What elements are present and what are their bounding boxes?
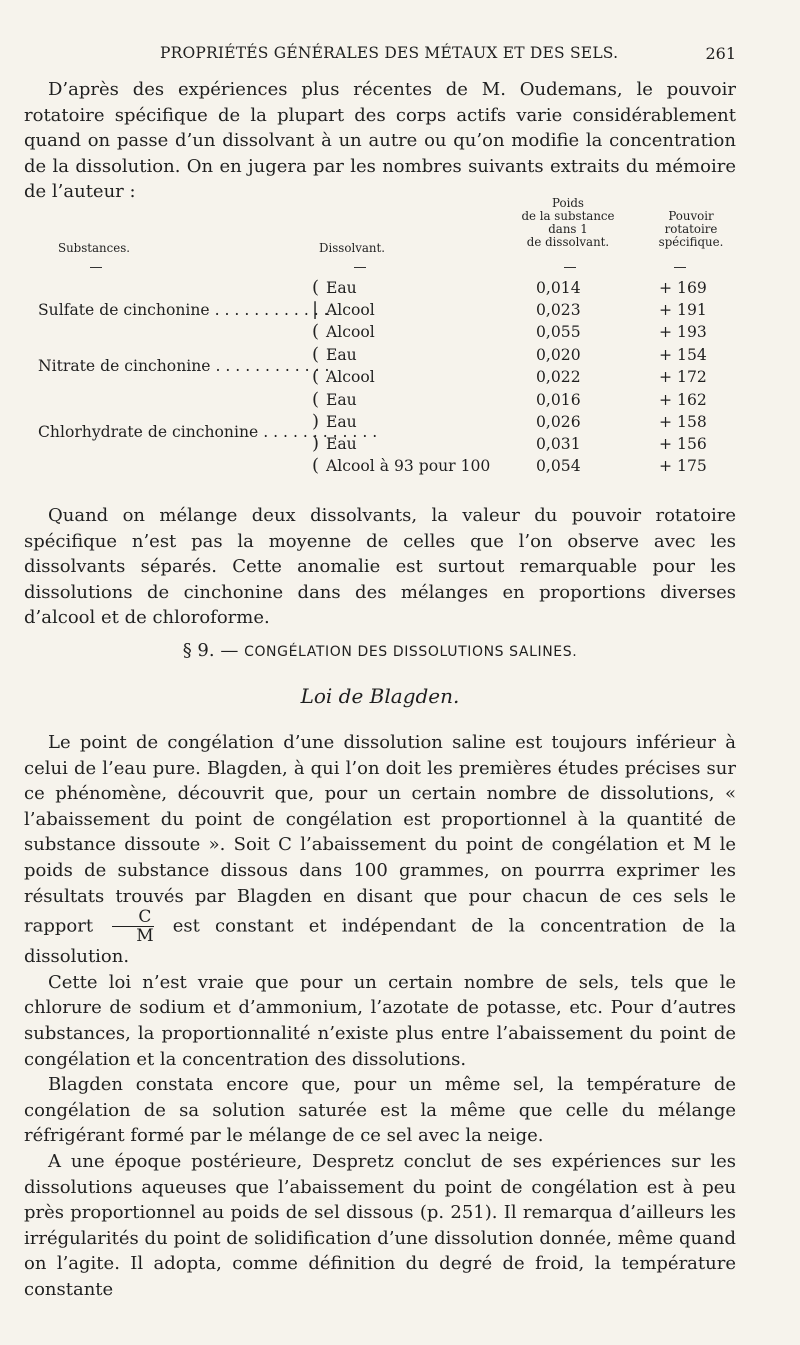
poids-cell: 0,020 (536, 346, 581, 364)
pouvoir-cell: + 156 (659, 435, 707, 453)
paragraph-text: est constant et indépendant de la concentration de la dissolution. (24, 915, 736, 968)
pouvoir-cell: + 175 (659, 457, 707, 475)
dissolvant-cell: Alcool à 93 pour 100 (326, 457, 491, 475)
running-title: PROPRIÉTÉS GÉNÉRALES DES MÉTAUX ET DES SELS. (160, 44, 619, 62)
paragraph-text: Le point de congélation d’une dissolution saline est toujours inférieur à celui de l’eau pure. Blagden, à qui l’on doit les premières études précises sur ce phénomène, découvrit que, pour un certain nombre de dissolutions, « l’abaissement du point de congélation est proportionnel à la quantité de substance dissoute ». Soit C l’abaissement du point de congélation et M le poids de substance dissous dans 100 grammes, on pourrra exprimer les résultats trouvés par Blagden en disant que pour chacun de ces sels le rapport (24, 732, 736, 937)
dissolvant-cell: Alcool (326, 368, 375, 386)
column-header-poids-line-4: de dissolvant. (526, 235, 610, 249)
rotatory-power-table (24, 197, 744, 477)
pouvoir-cell: + 158 (659, 413, 707, 431)
brace-left: | (312, 299, 319, 320)
brace-left: ( (312, 321, 320, 342)
page-number: 261 (705, 44, 736, 63)
pouvoir-cell: + 191 (659, 301, 707, 319)
poids-cell: 0,016 (536, 391, 581, 409)
dissolvant-cell: Eau (326, 279, 357, 297)
column-dash-poids (564, 267, 576, 268)
dissolvant-cell: Eau (326, 435, 357, 453)
section-title: CONGÉLATION DES DISSOLUTIONS SALINES. (244, 644, 578, 660)
column-header-poids-line-2: de la substance (521, 209, 615, 223)
substance-sulfate (38, 299, 329, 321)
body-text (24, 730, 736, 1302)
poids-cell: 0,026 (536, 413, 581, 431)
poids-cell: 0,031 (536, 435, 581, 453)
dissolvant-cell: Eau (326, 413, 357, 431)
dissolvant-cell: Eau (326, 346, 357, 364)
dissolvant-cell: Eau (326, 391, 357, 409)
column-header-pouvoir-line-2: rotatoire (664, 222, 718, 236)
paragraph-law-limits: Cette loi n’est vraie que pour un certain nombre de sels, tels que le chlorure de sodium et d’ammonium, l’azotate de potasse, etc. Pour d’autres substances, la proportionnalité n’existe plus entre l’abaissement du point de congélation et la concentration des dissolutions. (24, 971, 736, 1070)
section-heading (24, 638, 736, 665)
substance-chlorhydrate-label: Chlorhydrate de cinchonine (38, 423, 259, 441)
dissolvant-cell: Alcool (326, 323, 375, 341)
brace-left: ( (312, 277, 320, 298)
pouvoir-cell: + 169 (659, 279, 707, 297)
substance-nitrate (38, 355, 329, 377)
paragraph-despretz: A une époque postérieure, Despretz conclut de ses expériences sur les dissolutions aqueuses que l’abaissement du point de congélation est à peu près proportionnel au poids de sel dissous (p. 251). Il remarqua d’ailleurs les irrégularités du point de solidification d’une dissolution donnée, même quand on l’agite. Il adopta, comme définition du degré de froid, la température constante (24, 1150, 736, 1300)
substance-sulfate-label: Sulfate de cinchonine (38, 301, 210, 319)
column-header-poids-line-1: Poids (552, 196, 584, 210)
brace-left: ) (312, 433, 320, 454)
column-header-pouvoir-line-3: spécifique. (658, 235, 724, 249)
column-header-poids (503, 197, 633, 249)
pouvoir-cell: + 154 (659, 346, 707, 364)
fraction-c-over-m (112, 907, 154, 947)
fraction-denominator: M (112, 926, 153, 944)
column-header-poids-line-3: dans 1 (548, 222, 588, 236)
brace-left: ( (312, 344, 320, 365)
subheading: Loi de Blagden. (300, 684, 460, 708)
brace-left: ( (312, 366, 320, 387)
section-symbol-number: § 9. — (182, 640, 239, 661)
intro-text (24, 77, 736, 205)
column-header-pouvoir-line-1: Pouvoir (668, 209, 714, 223)
column-dash-dissolvant (354, 267, 366, 268)
column-dash-pouvoir (674, 267, 686, 268)
brace-left: ( (312, 455, 320, 476)
pouvoir-cell: + 193 (659, 323, 707, 341)
after-table-text (24, 503, 736, 631)
column-header-dissolvant: Dissolvant. (319, 241, 386, 255)
poids-cell: 0,055 (536, 323, 581, 341)
paragraph-saturated-solution: Blagden constata encore que, pour un même sel, la température de congélation de sa solution saturée est la même que celle du mélange réfrigérant formé par le mélange de ce sel avec la neige. (24, 1074, 736, 1147)
pouvoir-cell: + 172 (659, 368, 707, 386)
pouvoir-cell: + 162 (659, 391, 707, 409)
after-table-paragraph: Quand on mélange deux dissolvants, la valeur du pouvoir rotatoire spécifique n’est pas la moyenne de celles que l’on observe avec les dissolvants séparés. Cette anomalie est surtout remarquable pour les dissolutions de cinchonine dans des mélanges en proportions diverses d’alcool et de chloroforme. (24, 505, 736, 629)
column-header-pouvoir (638, 210, 744, 249)
poids-cell: 0,014 (536, 279, 581, 297)
brace-left: ) (312, 411, 320, 432)
substance-nitrate-label: Nitrate de cinchonine (38, 357, 211, 375)
poids-cell: 0,054 (536, 457, 581, 475)
brace-left: ( (312, 389, 320, 410)
leader-dots (210, 301, 329, 319)
intro-paragraph: D’après des expériences plus récentes de M. Oudemans, le pouvoir rotatoire spécifique de la plupart des corps actifs varie considérablement quand on passe d’un dissolvant à un autre ou qu’on modifie la concentration de la dissolution. On en jugera par les nombres suivants extraits du mémoire de l’auteur : (24, 79, 736, 203)
column-header-substances: Substances. (58, 241, 131, 255)
running-head (24, 44, 736, 68)
dissolvant-cell: Alcool (326, 301, 375, 319)
paragraph-blagden-law (24, 730, 736, 970)
poids-cell: 0,023 (536, 301, 581, 319)
column-dash-substances (90, 267, 102, 268)
poids-cell: 0,022 (536, 368, 581, 386)
fraction-numerator: C (138, 907, 152, 928)
